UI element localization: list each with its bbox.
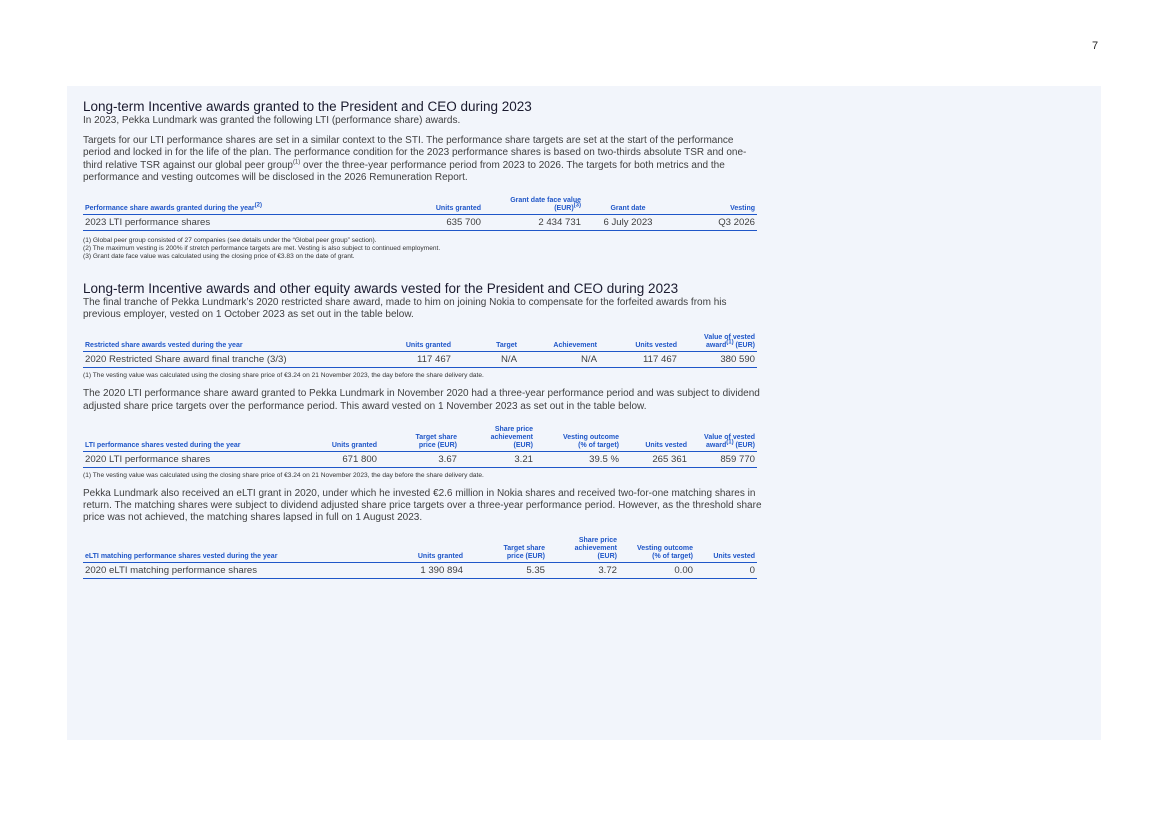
cell-face-value: 2 434 731: [483, 215, 583, 231]
footnote-1: (1) Global peer group consisted of 27 companies (see details under the “Global peer group” section).: [83, 237, 377, 245]
cell-units-vested: 265 361: [621, 451, 689, 467]
cell-units-granted: 671 800: [309, 451, 379, 467]
table-row: [83, 451, 757, 467]
cell-units-vested: 117 467: [599, 352, 679, 368]
lti-2020-paragraph: The 2020 LTI performance share award granted to Pekka Lundmark in November 2020 had a three-year performance period and was subject to dividend adjusted share price targets over the performance period. This award vested on 1 November 2023 as set out in the table below.: [83, 388, 760, 412]
cell-value-vested: 380 590: [679, 352, 757, 368]
cell-target: N/A: [453, 352, 519, 368]
cell-award-name: 2020 eLTI matching performance shares: [83, 563, 383, 579]
cell-vesting: Q3 2026: [673, 215, 757, 231]
col-header-vesting-outcome: Vesting outcome (% of target): [619, 537, 695, 563]
col-header-lti-shares: LTI performance shares vested during the year: [83, 426, 309, 452]
col-header-face-value: Grant date face value (EUR)$^{(3)}$: [483, 197, 583, 215]
col-header-units-granted: Units granted: [383, 537, 465, 563]
performance-share-awards-table: [83, 197, 757, 231]
col-header-target-price: Target share price (EUR): [465, 537, 547, 563]
cell-price-achievement: 3.72: [547, 563, 619, 579]
table-header-row: [83, 537, 757, 563]
col-header-units-granted: Units granted: [309, 426, 379, 452]
report-content: [83, 99, 763, 579]
section-intro-granted: In 2023, Pekka Lundmark was granted the following LTI (performance share) awards.: [83, 115, 461, 126]
elti-matching-shares-table: [83, 537, 757, 579]
footnote-lti: (1) The vesting value was calculated using the closing share price of €3.24 on 21 November 2023, the day before the share delivery date.: [83, 471, 484, 479]
lti-targets-paragraph: Targets for our LTI performance shares are set in a similar context to the STI. The performance share targets are set at the start of the performance period and locked in for the life of the plan. The performance condition for the 2023 performance shares is based on two-thirds absolute TSR and one-third relative TSR against our global peer group$^{(1)}$ over the three-year performance period from 2023 to 2026. The targets for both metrics and the performance and vesting outcomes will be disclosed in the 2026 Remuneration Report.: [83, 135, 747, 183]
footnote-restricted: (1) The vesting value was calculated using the closing share price of €3.24 on 21 November 2023, the day before the share delivery date.: [83, 372, 484, 380]
cell-vesting-outcome: 39.5 %: [535, 451, 621, 467]
section-title-granted: Long-term Incentive awards granted to the President and CEO during 2023: [83, 99, 532, 114]
table-header-row: [83, 197, 757, 215]
cell-units-granted: 117 467: [343, 352, 453, 368]
table-row: [83, 352, 757, 368]
section-intro-vested: The final tranche of Pekka Lundmark’s 2020 restricted share award, made to him on joining Nokia to compensate for the forfeited awards from his previous employer, vested on 1 October 2023 as set out in the table below.: [83, 297, 727, 321]
col-header-target: Target: [453, 334, 519, 352]
col-header-units-vested: Units vested: [695, 537, 757, 563]
col-header-value-vested: Value of vested award$^{(1)}$ (EUR): [689, 426, 757, 452]
section-title-vested: Long-term Incentive awards and other equity awards vested for the President and CEO during 2023: [83, 281, 679, 297]
col-header-vesting: Vesting: [673, 197, 757, 215]
table-row: [83, 215, 757, 231]
col-header-restricted-awards: Restricted share awards vested during the year: [83, 334, 343, 352]
table-row: [83, 563, 757, 579]
footnote-2: (2) The maximum vesting is 200% if stretch performance targets are met. Vesting is also subject to continued employment.: [83, 245, 441, 253]
page-number: 7: [1092, 40, 1099, 52]
col-header-vesting-outcome: Vesting outcome (% of target): [535, 426, 621, 452]
cell-price-achievement: 3.21: [459, 451, 535, 467]
lti-performance-shares-table: [83, 426, 757, 468]
col-header-value-vested: Value of vested award$^{(1)}$ (EUR): [679, 334, 757, 352]
col-header-units-vested: Units vested: [599, 334, 679, 352]
cell-units-granted: 1 390 894: [383, 563, 465, 579]
cell-value-vested: 859 770: [689, 451, 757, 467]
col-header-price-achievement: Share price achievement (EUR): [547, 537, 619, 563]
cell-units-vested: 0: [695, 563, 757, 579]
cell-vesting-outcome: 0.00: [619, 563, 695, 579]
col-header-units-granted: Units granted: [343, 334, 453, 352]
cell-target-price: 5.35: [465, 563, 547, 579]
cell-grant-date: 6 July 2023: [583, 215, 673, 231]
cell-units-granted: 635 700: [373, 215, 483, 231]
cell-award-name: 2020 Restricted Share award final tranche (3/3): [83, 352, 343, 368]
cell-award-name: 2020 LTI performance shares: [83, 451, 309, 467]
col-header-units-vested: Units vested: [621, 426, 689, 452]
col-header-awards: Performance share awards granted during the year$^{(2)}$: [83, 197, 373, 215]
cell-award-name: 2023 LTI performance shares: [83, 215, 373, 231]
col-header-units-granted: Units granted: [373, 197, 483, 215]
col-header-price-achievement: Share price achievement (EUR): [459, 426, 535, 452]
restricted-share-awards-table: [83, 334, 757, 368]
elti-paragraph: Pekka Lundmark also received an eLTI grant in 2020, under which he invested €2.6 million in Nokia shares and received two-for-one matching shares in return. The matching shares were subject to dividend adjusted share price targets over a three-year performance period. However, as the threshold share price was not achieved, the matching shares lapsed in full on 1 August 2023.: [83, 487, 762, 524]
col-header-grant-date: Grant date: [583, 197, 673, 215]
cell-target-price: 3.67: [379, 451, 459, 467]
footnote-3: (3) Grant date face value was calculated using the closing price of €3.83 on the date of grant.: [83, 253, 355, 261]
cell-achievement: N/A: [519, 352, 599, 368]
col-header-elti-shares: eLTI matching performance shares vested during the year: [83, 537, 383, 563]
table-header-row: [83, 426, 757, 452]
col-header-achievement: Achievement: [519, 334, 599, 352]
col-header-target-price: Target share price (EUR): [379, 426, 459, 452]
table-header-row: [83, 334, 757, 352]
